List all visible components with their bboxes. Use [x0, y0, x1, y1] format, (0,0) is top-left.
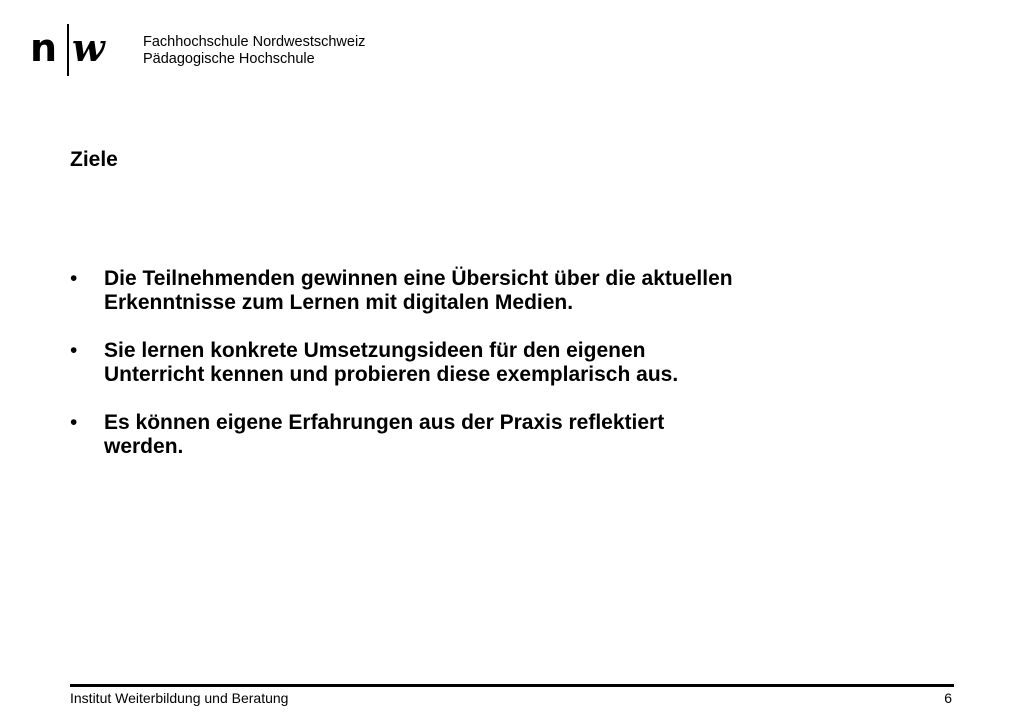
- goal-item: [70, 411, 870, 459]
- goal-text-line: Die Teilnehmenden gewinnen eine Übersicht über die aktuellen: [104, 267, 733, 290]
- logo-divider: [67, 24, 69, 76]
- bullet-icon: •: [70, 411, 78, 434]
- goals-list: [70, 267, 870, 483]
- goal-text-line: Erkenntnisse zum Lernen mit digitalen Medien.: [104, 291, 574, 314]
- logo-letter-w: w: [72, 25, 104, 70]
- logo-letter-n: n: [30, 26, 57, 70]
- goal-text-line: werden.: [104, 435, 184, 458]
- goal-text-line: Sie lernen konkrete Umsetzungsideen für den eigenen: [104, 339, 646, 362]
- goal-item: [70, 267, 870, 315]
- slide-title: Ziele: [70, 148, 118, 171]
- fhnw-logo: [30, 22, 390, 78]
- footer-department: Institut Weiterbildung und Beratung: [70, 690, 289, 706]
- institution-line-2: Pädagogische Hochschule: [143, 51, 315, 67]
- institution-line-1: Fachhochschule Nordwestschweiz: [143, 34, 366, 50]
- institution-name: [143, 34, 365, 68]
- logo-mark: [30, 25, 104, 70]
- bullet-icon: •: [70, 339, 78, 362]
- bullet-icon: •: [70, 267, 78, 290]
- goal-text-line: Unterricht kennen und probieren diese exemplarisch aus.: [104, 363, 679, 386]
- footer-divider: [70, 684, 954, 687]
- goal-item: [70, 339, 870, 387]
- page-number: 6: [944, 690, 952, 706]
- goal-text-line: Es können eigene Erfahrungen aus der Praxis reflektiert: [104, 411, 665, 434]
